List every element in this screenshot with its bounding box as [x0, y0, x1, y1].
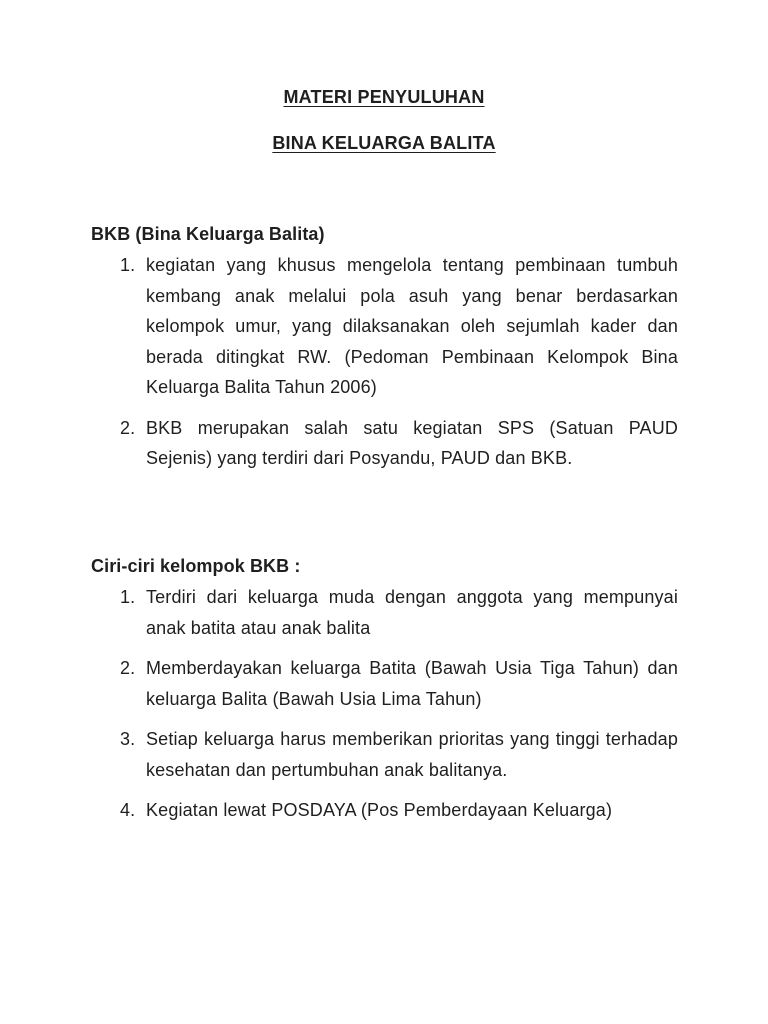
list-item [120, 795, 678, 826]
list-item-text: BKB merupakan salah satu kegiatan SPS (Satuan PAUD Sejenis) yang terdiri dari Posyandu, PAUD dan BKB. [146, 417, 678, 468]
list-item-number: 2. [120, 417, 136, 438]
list-item-number: 2. [120, 658, 136, 678]
list-item-text: kegiatan yang khusus mengelola tentang pembinaan tumbuh kembang anak melalui pola asuh yang benar berdasarkan kelompok umur, yang dilaksanakan oleh sejumlah kader dan berada ditingkat RW. (Pedoman Pembinaan Kelompok Bina Keluarga Balita Tahun 2006) [146, 255, 678, 397]
list-item-number: 4. [120, 800, 136, 820]
list-item-text: Terdiri dari keluarga muda dengan anggota yang mempunyai anak batita atau anak balita [146, 587, 678, 638]
list-item [120, 250, 678, 403]
list-item-text: Kegiatan lewat POSDAYA (Pos Pemberdayaan Keluarga) [146, 800, 613, 820]
bkb-characteristics-list [120, 582, 678, 826]
bkb-definition-list [120, 250, 678, 474]
list-item-number: 3. [120, 729, 136, 749]
list-item [120, 413, 678, 474]
document-title: MATERI PENYULUHAN [283, 87, 485, 107]
list-item-text: Setiap keluarga harus memberikan prioritas yang tinggi terhadap kesehatan dan pertumbuhan anak balitanya. [146, 729, 678, 780]
document-subtitle: BINA KELUARGA BALITA [272, 133, 496, 153]
list-item-text: Memberdayakan keluarga Batita (Bawah Usia Tiga Tahun) dan keluarga Balita (Bawah Usia Lima Tahun) [146, 658, 678, 709]
list-item [120, 724, 678, 785]
list-item [120, 653, 678, 714]
list-item-number: 1. [120, 587, 136, 607]
list-item [120, 582, 678, 643]
list-item-number: 1. [120, 255, 136, 275]
section-heading-bkb: BKB (Bina Keluarga Balita) [91, 224, 325, 244]
section-heading-ciri-ciri: Ciri-ciri kelompok BKB : [91, 556, 301, 576]
